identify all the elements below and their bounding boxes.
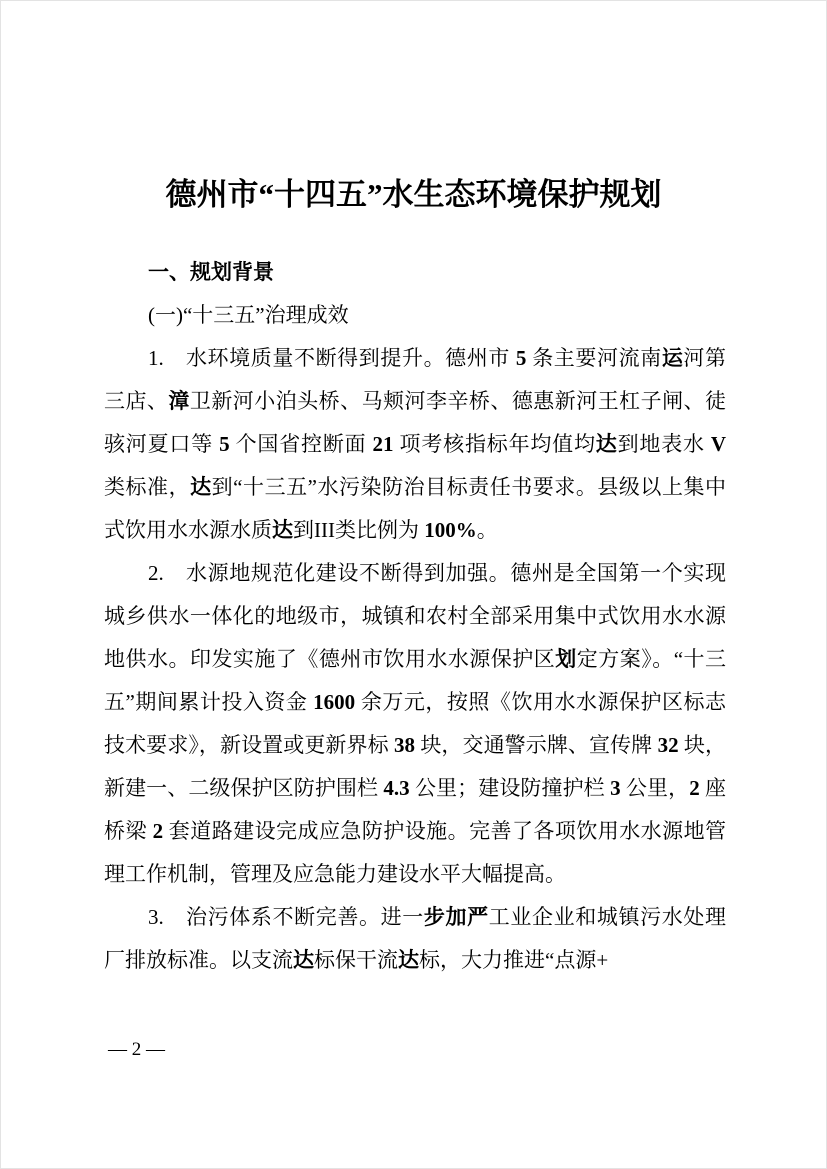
paragraph: 3. 治污体系不断完善。进一步加严工业企业和城镇污水处理厂排放标准。以支流达标保干流达标，大力推进“点源+ xyxy=(104,905,726,972)
section-heading: 一、规划背景 xyxy=(148,260,274,284)
paragraph: 2. 水源地规范化建设不断得到加强。德州是全国第一个实现城乡供水一体化的地级市，城镇和农村全部采用集中式饮用水水源地供水。印发实施了《德州市饮用水水源保护区划定方案》。“十三五”期间累计投入资金 1600 余万元，按照《饮用水水源保护区标志技术要求》，新设置或更新界标 38 块，交通警示牌、宣传牌 32 块，新建一、二级保护区防护围栏 4.3 公里；建设防撞护栏 3 公里，2 座桥梁 2 套道路建设完成应急防护设施。完善了各项饮用水水源地管理工作机制，管理及应急能力建设水平大幅提高。 xyxy=(104,561,727,886)
page-number: — 2 — xyxy=(108,1039,165,1060)
document-body xyxy=(104,251,726,982)
subsection-heading: (一)“十三五”治理成效 xyxy=(148,303,349,327)
document-title: 德州市“十四五”水生态环境保护规划 xyxy=(165,177,662,212)
paragraph: 1. 水环境质量不断得到提升。德州市 5 条主要河流南运河第三店、漳卫新河小泊头桥、马颊河李辛桥、德惠新河王杠子闸、徒骇河夏口等 5 个国省控断面 21 项考核指标年均值均达到地表水 V 类标准，达到“十三五”水污染防治目标责任书要求。县级以上集中式饮用水水源水质达到III类比例为 100%。 xyxy=(104,346,727,542)
